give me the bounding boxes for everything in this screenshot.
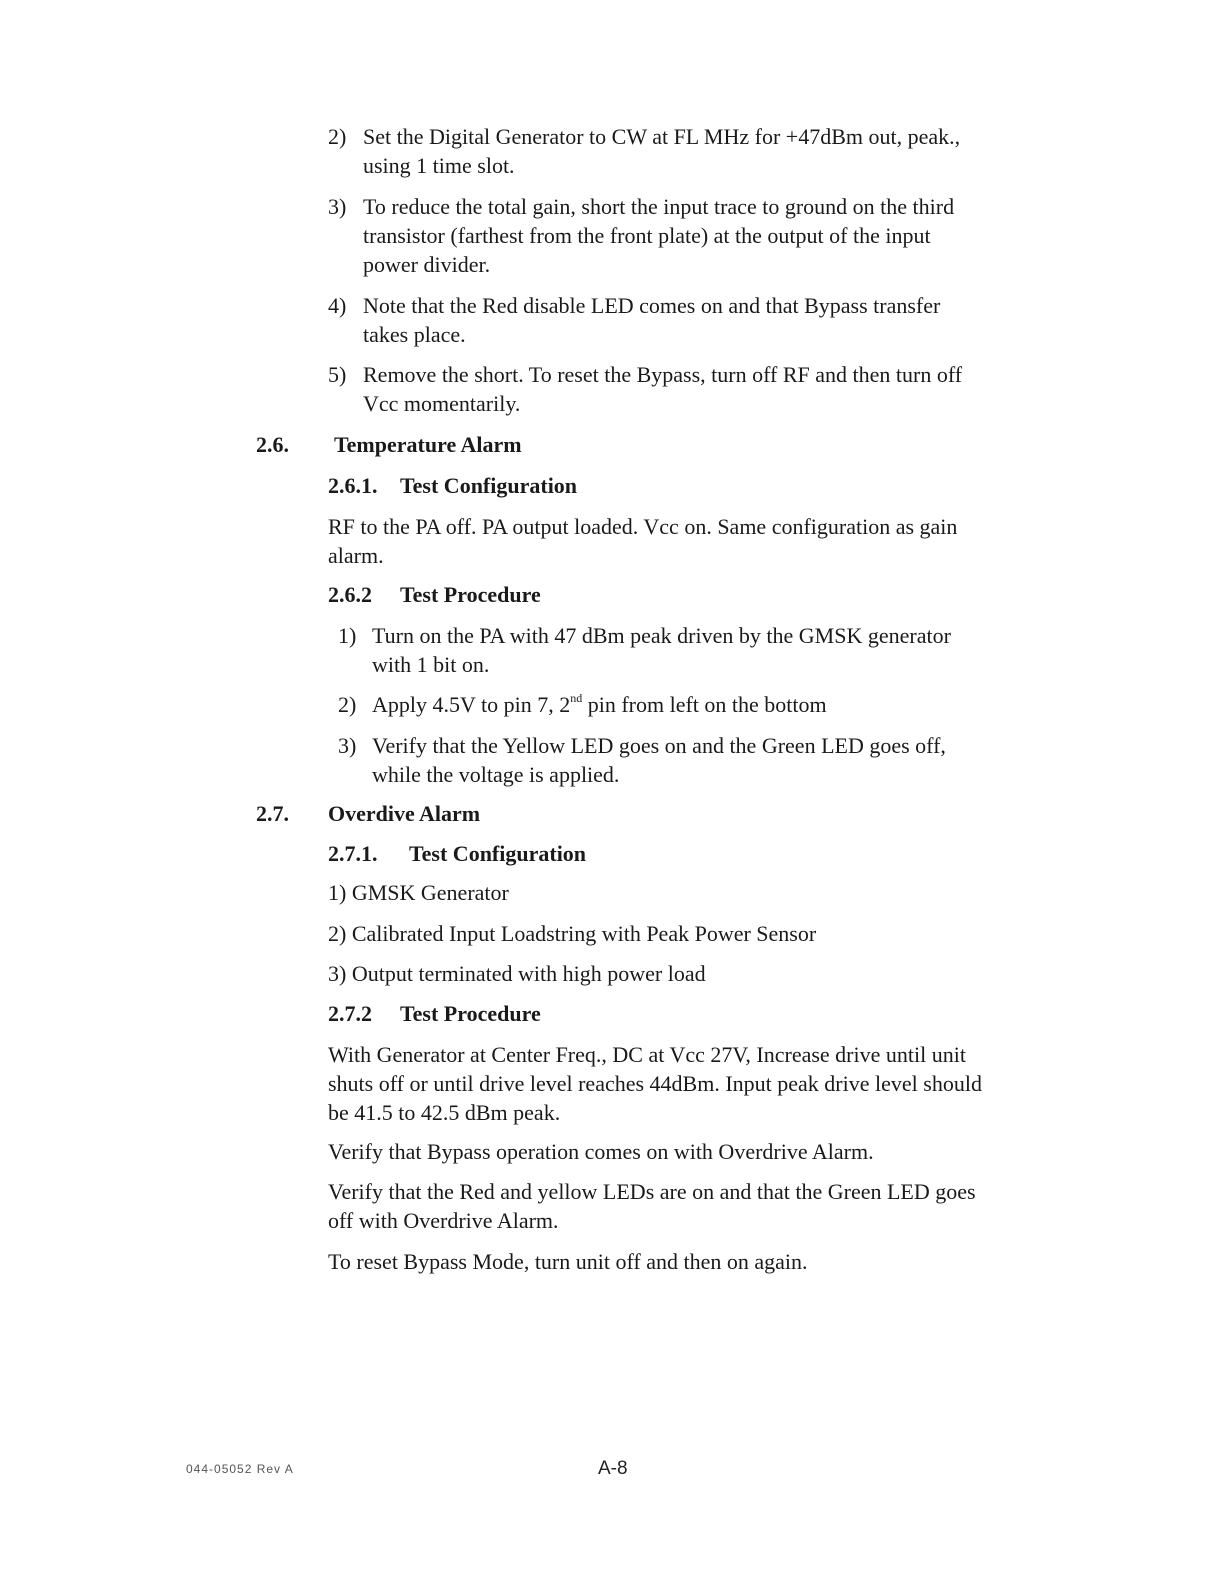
section-number: 2.6. <box>256 432 289 457</box>
step-number: 2) <box>328 124 347 149</box>
paragraph-line: Verify that Bypass operation comes on with Overdrive Alarm. <box>328 1139 874 1164</box>
section-title: Overdive Alarm <box>328 801 481 826</box>
paragraph-line: RF to the PA off. PA output loaded. Vcc on. Same configuration as gain <box>328 514 958 539</box>
section-title: Temperature Alarm <box>334 432 522 457</box>
document-number: 044-05052 Rev A <box>186 1462 294 1476</box>
step-number: 5) <box>328 362 347 387</box>
step-text-line: with 1 bit on. <box>372 652 490 677</box>
subsection-number: 2.7.2 <box>328 1001 372 1026</box>
step-number: 2) <box>338 692 357 717</box>
step-number: 1) <box>338 623 357 648</box>
paragraph-line: shuts off or until drive level reaches 44dBm. Input peak drive level should <box>328 1071 982 1096</box>
paragraph-line: With Generator at Center Freq., DC at Vcc 27V, Increase drive until unit <box>328 1042 966 1067</box>
subsection-title: Test Procedure <box>400 1001 541 1026</box>
step-text-line: takes place. <box>363 322 466 347</box>
subsection-number: 2.6.2 <box>328 582 372 607</box>
step-text-line: Turn on the PA with 47 dBm peak driven by the GMSK generator <box>372 623 951 648</box>
page-number: A-8 <box>598 1458 628 1479</box>
step-number: 3) <box>338 733 357 758</box>
step-text-line: Verify that the Yellow LED goes on and the Green LED goes off, <box>372 733 946 758</box>
step-number: 4) <box>328 293 347 318</box>
paragraph-line: Verify that the Red and yellow LEDs are on and that the Green LED goes <box>328 1179 976 1204</box>
step-text-line: To reduce the total gain, short the input trace to ground on the third <box>363 194 955 219</box>
step-text-line: Set the Digital Generator to CW at FL MHz for +47dBm out, peak., <box>363 124 961 149</box>
step-text-line: Apply 4.5V to pin 7, 2nd pin from left on the bottom <box>372 690 827 717</box>
paragraph-line: off with Overdrive Alarm. <box>328 1208 559 1233</box>
step-text-line: power divider. <box>363 252 491 277</box>
subsection-title: Test Configuration <box>409 841 587 866</box>
config-item: 2) Calibrated Input Loadstring with Peak Power Sensor <box>328 921 817 946</box>
step-text-line: Note that the Red disable LED comes on and that Bypass transfer <box>363 293 941 318</box>
subsection-title: Test Procedure <box>400 582 541 607</box>
step-text-line: Vcc momentarily. <box>363 391 521 416</box>
step-text-line: using 1 time slot. <box>363 153 515 178</box>
step-number: 3) <box>328 194 347 219</box>
config-item: 3) Output terminated with high power load <box>328 961 706 986</box>
step-text-line: while the voltage is applied. <box>372 762 620 787</box>
paragraph-line: alarm. <box>328 543 384 568</box>
section-number: 2.7. <box>256 801 289 826</box>
paragraph-line: be 41.5 to 42.5 dBm peak. <box>328 1100 561 1125</box>
subsection-number: 2.7.1. <box>328 841 378 866</box>
config-item: 1) GMSK Generator <box>328 880 509 905</box>
paragraph-line: To reset Bypass Mode, turn unit off and then on again. <box>328 1249 808 1274</box>
step-text-line: Remove the short. To reset the Bypass, turn off RF and then turn off <box>363 362 963 387</box>
subsection-number: 2.6.1. <box>328 473 378 498</box>
subsection-title: Test Configuration <box>400 473 578 498</box>
step-text-line: transistor (farthest from the front plate) at the output of the input <box>363 223 931 248</box>
